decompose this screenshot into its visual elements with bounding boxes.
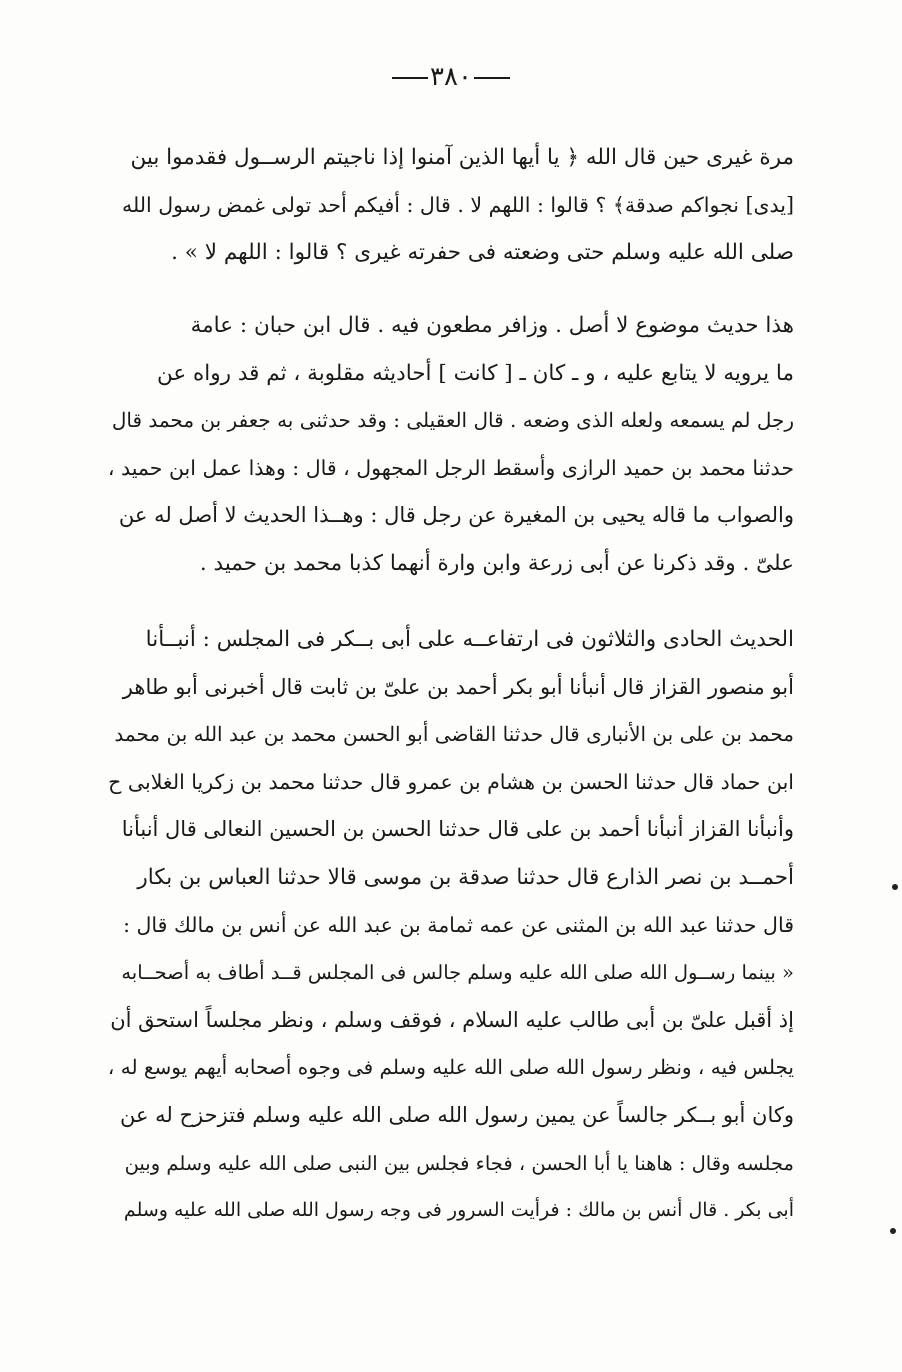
text-line: أبو منصور القزاز قال أنبأنا أبو بكر أحمد بن علىّ بن ثابت قال أخبرنى أبو طاهر [122, 674, 794, 699]
text-line: مجلسه وقال : هاهنا يا أبا الحسن ، فجاء فجلس بين النبى صلى الله عليه وسلم وبين [124, 1151, 794, 1175]
text-line: حدثنا محمد بن حميد الرازى وأسقط الرجل المجهول ، قال : وهذا عمل ابن حميد ، [108, 455, 794, 480]
text-line: يجلس فيه ، ونظر رسول الله صلى الله عليه وسلم فى وجوه أصحابه أيهم يوسع له ، [108, 1055, 794, 1080]
text-line: هذا حديث موضوع لا أصل . وزافر مطعون فيه . قال ابن حبان : عامة [190, 313, 794, 338]
text-line: صلى الله عليه وسلم حتى وضعته فى حفرته غيرى ؟ قالوا : اللهم لا » . [171, 240, 794, 266]
scan-speck [890, 1228, 896, 1234]
page-number-dash-left [392, 77, 428, 79]
paragraph-3 [108, 616, 794, 1235]
text-line: الحديث الحادى والثلاثون فى ارتفاعــه على أبى بــكر فى المجلس : أنبــأنا [145, 627, 794, 652]
text-line: [يدى] نجواكم صدقة﴾ ؟ قالوا : اللهم لا . قال : أفيكم أحد تولى غمض رسول الله [122, 192, 794, 217]
text-line: والصواب ما قاله يحيى بن المغيرة عن رجل قال : وهــذا الحديث لا أصل له عن [118, 503, 794, 528]
text-line: مرة غيرى حين قال الله ﴿ يا أيها الذين آمنوا إذا ناجيتم الرســول فقدموا بين [130, 145, 794, 170]
page-number [0, 62, 902, 92]
text-line: ابن حماد قال حدثنا الحسن بن هشام بن عمرو قال حدثنا محمد بن زكريا الغلابى ح [108, 769, 794, 794]
scan-speck [892, 884, 898, 890]
paragraph-1 [108, 134, 794, 277]
page-number-text: ٣٨٠ [430, 62, 472, 92]
text-line: وأنبأنا القزاز أنبأنا أحمد بن على قال حدثنا الحسن بن الحسين النعالى قال أنبأنا [121, 817, 794, 842]
text-line: علىّ . وقد ذكرنا عن أبى زرعة وابن وارة أنهما كذبا محمد بن حميد . [199, 550, 794, 576]
text-line: ما يرويه لا يتابع عليه ، و ـ كان ـ [ كانت ] أحاديثه مقلوبة ، ثم قد رواه عن [157, 360, 794, 386]
page-number-dash-right [474, 77, 510, 79]
text-line: « بينما رســول الله صلى الله عليه وسلم جالس فى المجلس قــد أطاف به أصحــابه [121, 961, 794, 985]
paragraph-2 [108, 302, 794, 588]
text-line: محمد بن على بن الأنبارى قال حدثنا القاضى أبو الحسن محمد بن عبد الله بن محمد [114, 722, 794, 747]
text-line: قال حدثنا عبد الله بن المثنى عن عمه ثمامة بن عبد الله عن أنس بن مالك قال : [123, 912, 794, 937]
text-line: أبى بكر . قال أنس بن مالك : فرأيت السرور فى وجه رسول الله صلى الله عليه وسلم [123, 1199, 794, 1222]
text-line: أحمــد بن نصر الذارع قال حدثنا صدقة بن موسى قالا حدثنا العباس بن بكار [137, 864, 794, 890]
text-line: إذ أقبل علىّ بن أبى طالب عليه السلام ، فوقف وسلم ، ونظر مجلساً استحق أن [110, 1007, 794, 1032]
text-line: وكان أبو بــكر جالساً عن يمين رسول الله صلى الله عليه وسلم فتزحزح له عن [119, 1102, 794, 1127]
text-line: رجل لم يسمعه ولعله الذى وضعه . قال العقيلى : وقد حدثنى به جعفر بن محمد قال [111, 408, 794, 433]
